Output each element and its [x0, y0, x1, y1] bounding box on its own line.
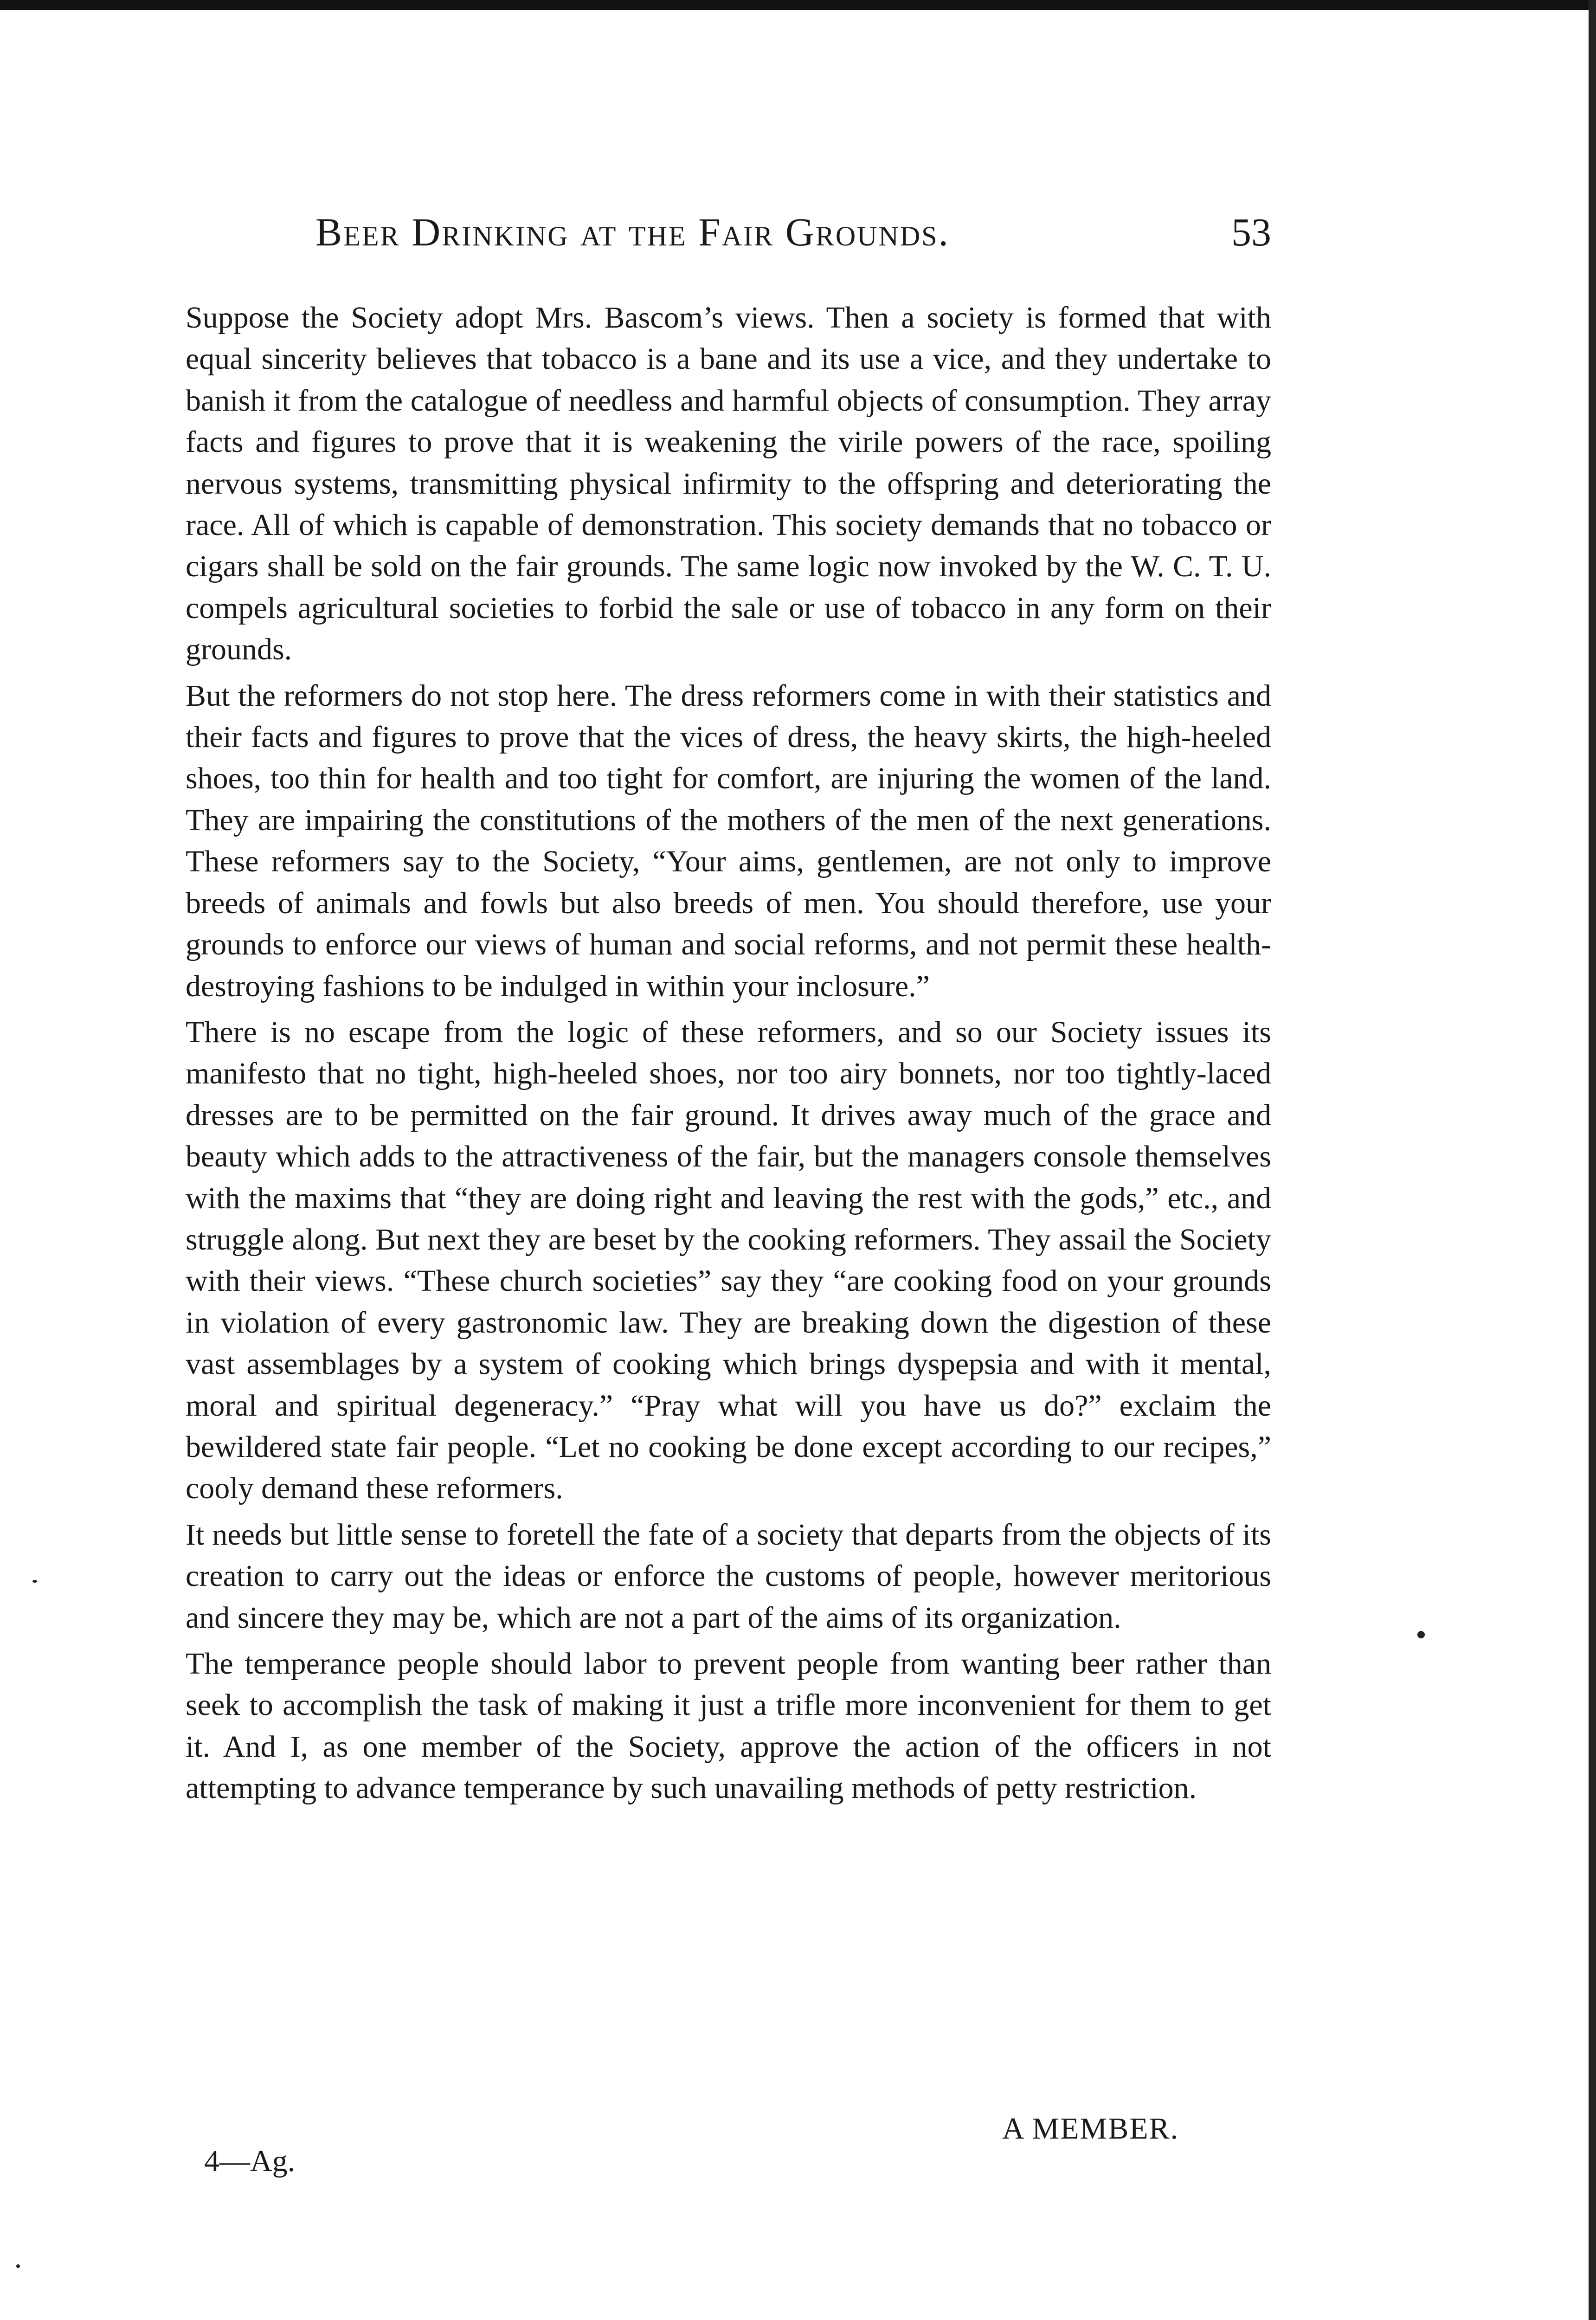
- paragraph-society-fate: It needs but little sense to foretell the fate of a society that departs from the objects of its creation to carry out the ideas or enforce the customs of people, however meritorious and sincere they may be, which are not a part of the aims of its organization.: [186, 1517, 1271, 1635]
- paragraph-cooking-reformers: There is no escape from the logic of these reformers, and so our Society issues its manifesto that no tight, high-heeled shoes, nor too airy bonnets, nor too tightly-laced dresses are to be permitted on the fair ground. It drives away much of the grace and beauty which adds to the attractiveness of the fair, but the managers console themselves with the maxims that “they are doing right and leaving the rest with the gods,” etc., and struggle along. But next they are beset by the cooking reformers. They assail the Society with their views. “These church societies” say they “are cooking food on your grounds in violation of every gastronomic law. They are breaking down the digestion of these vast assemblages by a system of cooking which brings dyspepsia and with it mental, moral and spiritual degeneracy.” “Pray what will you have us do?” exclaim the bewildered state fair people. “Let no cooking be done except according to our recipes,” cooly demand these reformers.: [186, 1015, 1271, 1506]
- body-text: [186, 297, 1271, 1809]
- ink-speck: [32, 1580, 37, 1583]
- running-title: Beer Drinking at the Fair Grounds.: [315, 210, 950, 254]
- running-head: [186, 209, 1271, 260]
- paragraph-temperance: The temperance people should labor to prevent people from wanting beer rather than seek to accomplish the task of making it just a trifle more inconvenient for them to get it. And I, as one member of the Society, approve the action of the officers in not attempting to advance temperance by such unavailing methods of petty restriction.: [186, 1647, 1271, 1805]
- ink-speck: [16, 2264, 20, 2268]
- page-right-border: [1589, 0, 1596, 2320]
- signature-mark: 4—Ag.: [204, 2144, 296, 2178]
- page-number: 53: [1231, 210, 1271, 254]
- page-top-border: [0, 0, 1596, 10]
- paragraph-tobacco: Suppose the Society adopt Mrs. Bascom’s views. Then a society is formed that with equal sincerity believes that tobacco is a bane and its use a vice, and they undertake to banish it from the catalogue of needless and harmful objects of consumption. They array facts and figures to prove that it is weakening the virile powers of the race, spoiling nervous systems, transmitting physical infirmity to the offspring and deteriorating the race. All of which is capable of demonstration. This society demands that no tobacco or cigars shall be sold on the fair grounds. The same logic now invoked by the W. C. T. U. compels agricultural societies to forbid the sale or use of tobacco in any form on their grounds.: [186, 301, 1271, 667]
- signature: A MEMBER.: [1002, 2112, 1179, 2146]
- ink-speck: [1417, 1631, 1425, 1638]
- paragraph-dress-reformers: But the reformers do not stop here. The dress reformers come in with their statistics and their facts and figures to prove that the vices of dress, the heavy skirts, the high-heeled shoes, too thin for health and too tight for comfort, are injuring the women of the land. They are impairing the constitutions of the mothers of the men of the next generations. These reformers say to the Society, “Your aims, gentlemen, are not only to improve breeds of animals and fowls but also breeds of men. You should therefore, use your grounds to enforce our views of human and social reforms, and not permit these health-destroying fashions to be indulged in within your inclosure.”: [186, 678, 1271, 1003]
